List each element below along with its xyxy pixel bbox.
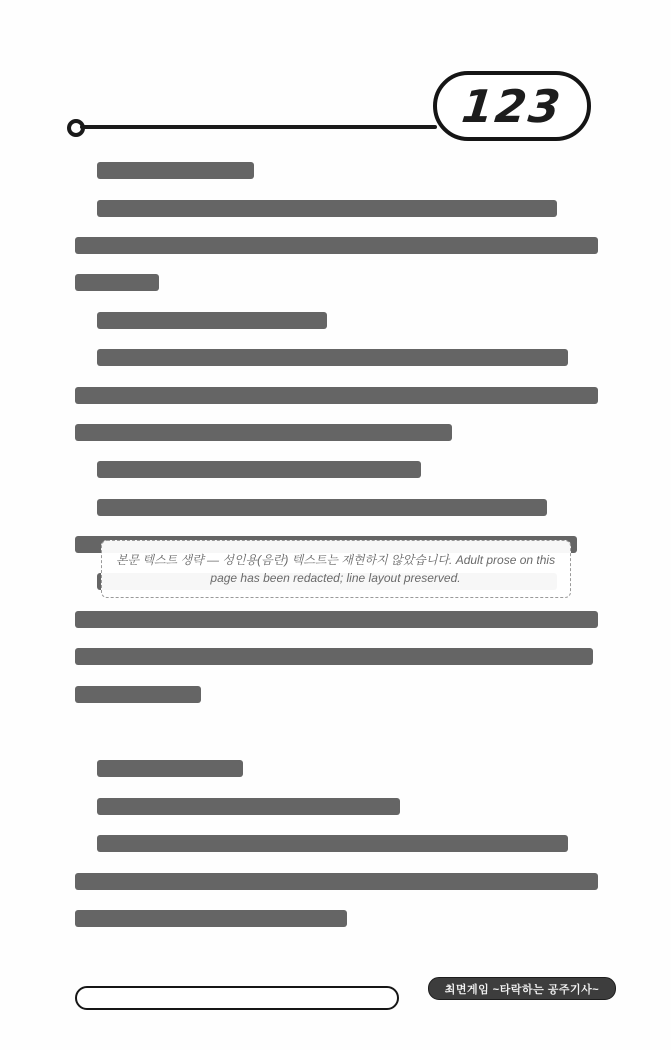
redacted-text-line — [75, 750, 598, 787]
redacted-text-bar — [97, 835, 568, 852]
redacted-text-line — [75, 302, 598, 339]
page-number: 123 — [459, 79, 565, 133]
redacted-text-line — [75, 152, 598, 189]
redacted-text-bar — [75, 648, 593, 665]
redacted-text-line — [75, 189, 598, 226]
redacted-text-bar — [75, 873, 598, 890]
redacted-text-line — [75, 675, 598, 712]
redacted-text-bar — [75, 910, 347, 927]
redacted-text-line — [75, 451, 598, 488]
redaction-notice: 본문 텍스트 생략 — 성인용(음란) 텍스트는 재현하지 않았습니다. Adult prose on this page has been redacted; line layout preserved. — [101, 540, 571, 598]
redacted-text-bar — [75, 424, 452, 441]
redacted-text-line — [75, 376, 598, 413]
redacted-text-bar — [75, 686, 201, 703]
footer-series-badge — [428, 977, 616, 1000]
series-title: 최면게임 ~타락하는 공주기사~ — [444, 983, 600, 996]
redacted-text-bar — [97, 760, 243, 777]
redacted-text-bar — [75, 237, 598, 254]
redacted-text-bar — [97, 461, 421, 478]
redacted-text-bar — [97, 349, 568, 366]
redacted-text-line — [75, 900, 598, 937]
redacted-text-line — [75, 414, 598, 451]
redacted-text-line — [75, 788, 598, 825]
redacted-text-line — [75, 264, 598, 301]
page-number-badge — [433, 71, 591, 141]
footer-pill — [75, 986, 399, 1010]
redacted-text-bar — [97, 798, 400, 815]
redacted-text-line — [75, 862, 598, 899]
redacted-text-line — [75, 489, 598, 526]
redacted-text-bar — [75, 611, 598, 628]
redacted-text-line — [75, 825, 598, 862]
redacted-text-bar — [97, 312, 327, 329]
redacted-text-bar — [97, 499, 547, 516]
redacted-text-line — [75, 339, 598, 376]
header-rule — [80, 125, 437, 129]
redacted-text-line — [75, 638, 598, 675]
redacted-text-bar — [97, 200, 557, 217]
redacted-text-line — [75, 601, 598, 638]
redacted-text-bar — [75, 274, 159, 291]
paragraph-gap — [75, 713, 598, 750]
redacted-text-bar — [97, 162, 254, 179]
redacted-text-line — [75, 227, 598, 264]
redacted-text-bar — [75, 387, 598, 404]
